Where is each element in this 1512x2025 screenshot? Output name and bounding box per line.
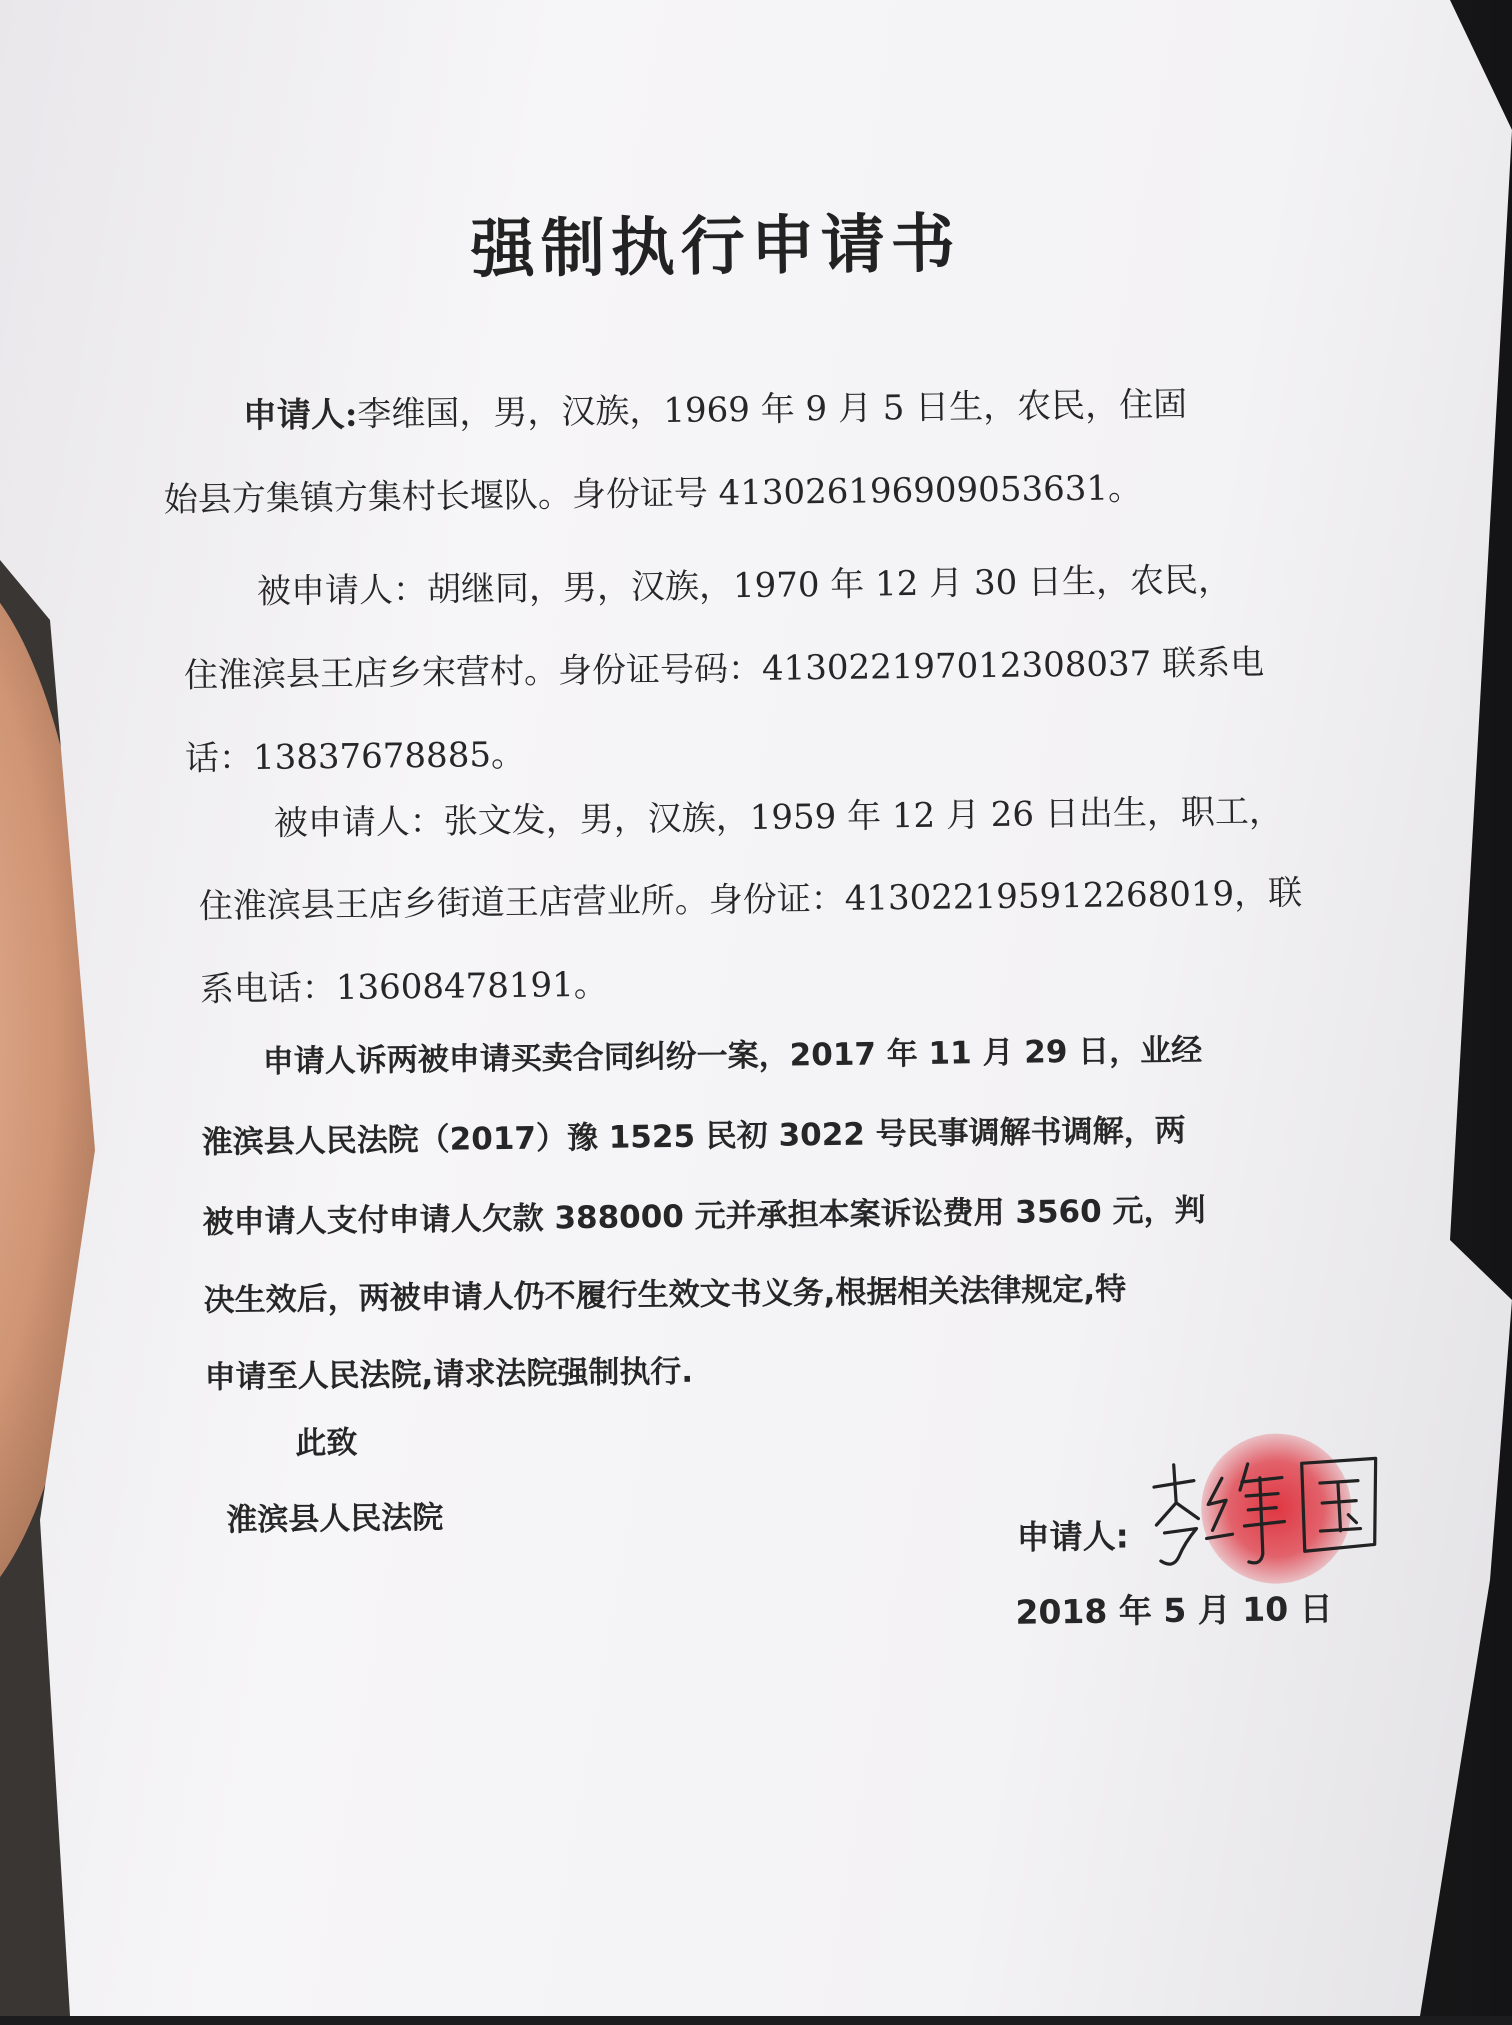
body-line-1: 申请人诉两被申请买卖合同纠纷一案，2017 年 11 月 29 日，业经 xyxy=(262,1032,1203,1080)
respondent1-line-3: 话：13837678885。 xyxy=(184,734,526,779)
respondent2-line-2: 住淮滨县王店乡街道王店营业所。身份证：413022195912268019，联 xyxy=(198,873,1303,927)
signature-date: 2018 年 5 月 10 日 xyxy=(1015,1588,1333,1632)
respondent2-line-1: 被申请人：张文发，男，汉族，1959 年 12 月 26 日出生，职工， xyxy=(273,791,1284,844)
applicant-line-1 xyxy=(242,377,1187,438)
signature-label: 申请人: xyxy=(1016,1516,1130,1557)
respondent2-line-3: 系电话：13608478191。 xyxy=(199,964,609,1010)
applicant-line-2: 始县方集镇方集村长堰队。身份证号 413026196909053631。 xyxy=(163,468,1143,521)
body-line-3: 被申请人支付申请人欠款 388000 元并承担本案诉讼费用 3560 元，判 xyxy=(202,1192,1206,1241)
court-name: 淮滨县人民法院 xyxy=(226,1499,444,1539)
document-title: 强制执行申请书 xyxy=(470,206,962,288)
handwritten-signature xyxy=(1135,1432,1397,1585)
respondent1-line-2: 住淮滨县王店乡宋营村。身份证号码：413022197012308037 联系电 xyxy=(183,642,1265,696)
body-line-4: 决生效后，两被申请人仍不履行生效文书义务,根据相关法律规定,特 xyxy=(203,1271,1127,1319)
respondent1-line-1: 被申请人：胡继同，男，汉族，1970 年 12 月 30 日生，农民， xyxy=(256,560,1233,612)
applicant-info-1: 李维国，男，汉族，1969 年 9 月 5 日生，农民，住固 xyxy=(357,384,1188,435)
body-line-2: 淮滨县人民法院（2017）豫 1525 民初 3022 号民事调解书调解，两 xyxy=(201,1112,1186,1161)
body-line-5: 申请至人民法院,请求法院强制执行. xyxy=(204,1353,694,1396)
applicant-label: 申请人: xyxy=(242,394,358,437)
salutation: 此致 xyxy=(295,1424,358,1462)
